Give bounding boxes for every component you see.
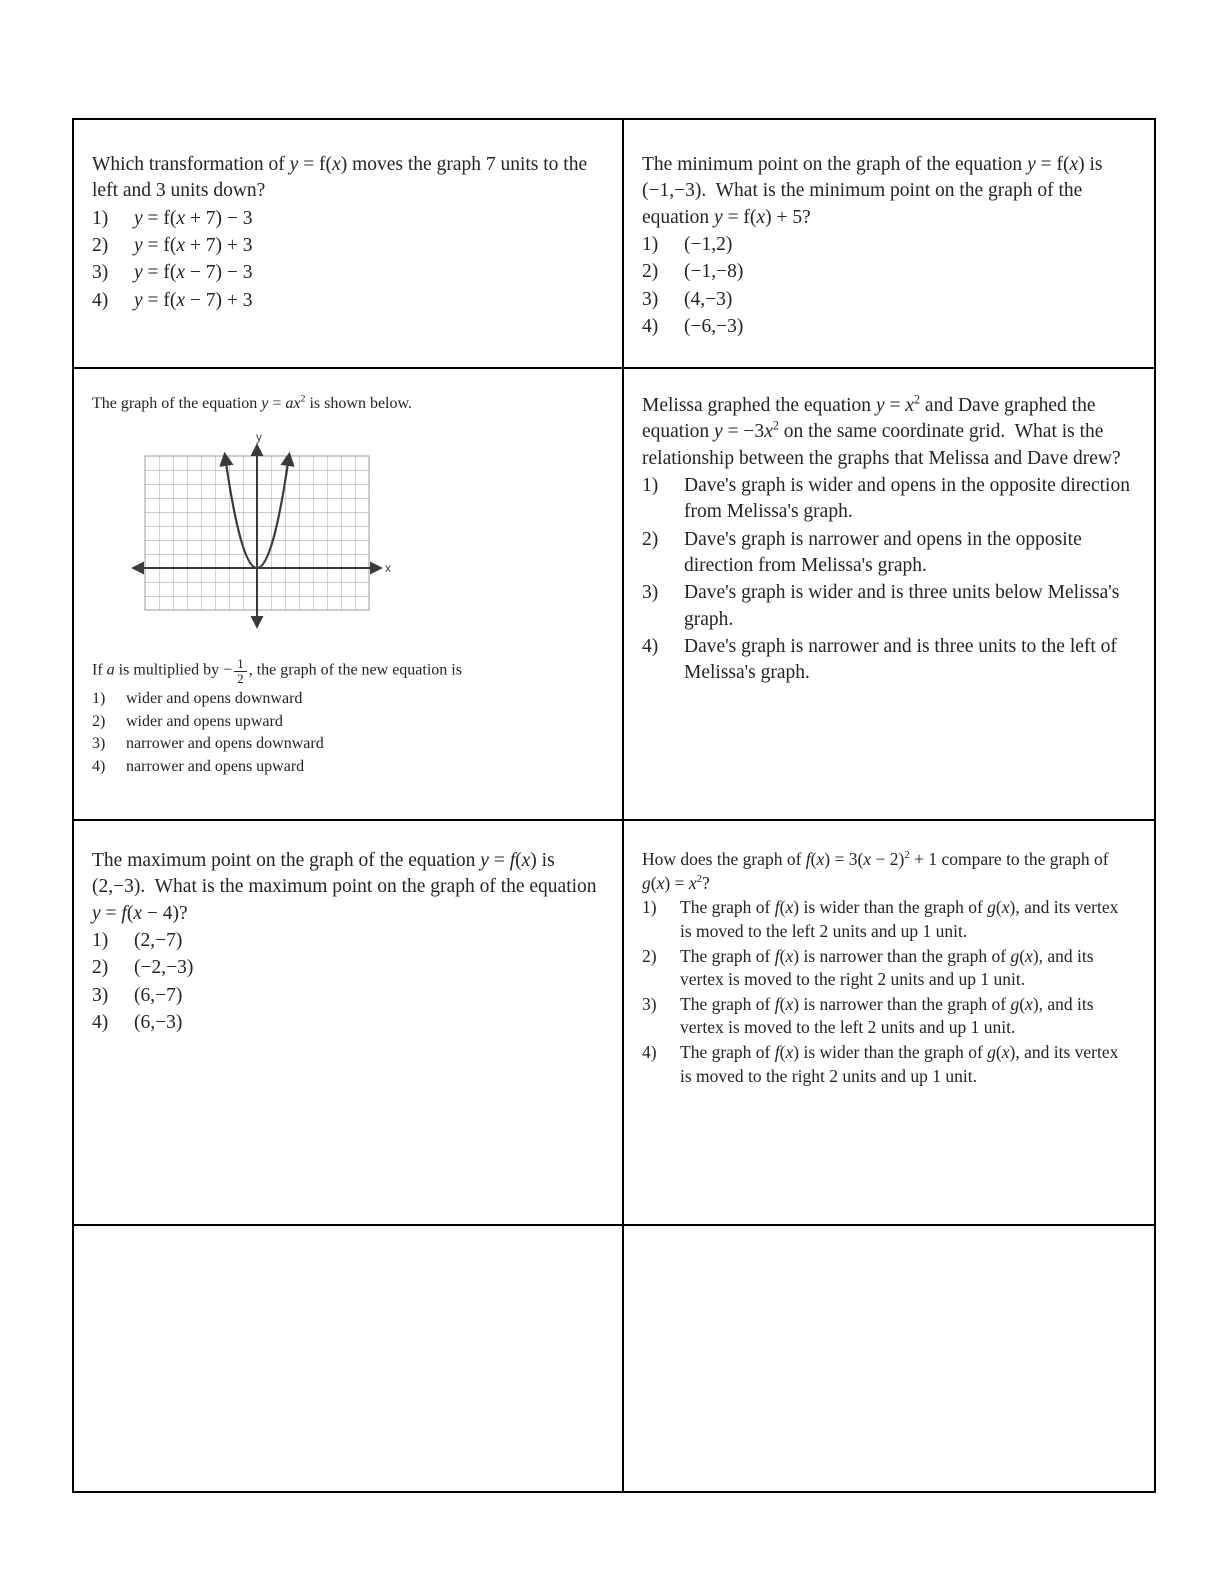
question-cell-3 xyxy=(74,367,622,819)
choice-text: (−6,−3) xyxy=(684,315,744,337)
answer-choice xyxy=(642,287,1136,313)
question-stem: How does the graph of $f(x) = 3(x - 2)^2 + 1$ compare to the graph of $g(x) = x^2$? xyxy=(642,849,1109,893)
question-stem: The graph of the equation $y = ax^2$ is shown below. xyxy=(92,393,412,412)
choice-number: 1) xyxy=(642,233,659,255)
choice-text: narrower and opens downward xyxy=(126,735,324,753)
choice-number: 1) xyxy=(642,897,657,918)
question-stem: Which transformation of y = f(x) moves the graph 7 units to the left and 3 units down? xyxy=(92,154,588,202)
choice-text: (6,−3) xyxy=(134,1011,183,1033)
choice-number: 1) xyxy=(642,474,659,496)
choice-text: (4,−3) xyxy=(684,288,733,310)
answer-choice xyxy=(92,711,604,733)
answer-choice xyxy=(642,580,1136,633)
choice-number: 4) xyxy=(92,757,106,775)
question-stem: Melissa graphed the equation $y = x^2$ and Dave graphed the equation $y = -3x^2$ on the same coordinate grid. What is the relationship between the graphs that Melissa and Dave drew? xyxy=(642,392,1121,469)
choices-list xyxy=(92,688,604,777)
answer-choice xyxy=(642,634,1136,687)
choice-text: (−2,−3) xyxy=(134,957,194,979)
question-cell-1 xyxy=(74,120,622,367)
answer-choice xyxy=(642,1041,1136,1088)
choice-number: 2) xyxy=(642,945,657,966)
choices-list xyxy=(642,896,1136,1088)
choice-number: 4) xyxy=(642,315,659,337)
choice-number: 4) xyxy=(642,635,659,657)
empty-cell-right xyxy=(622,1224,1154,1491)
choice-number: 2) xyxy=(642,261,659,283)
choice-number: 3) xyxy=(642,582,659,604)
parabola-graph xyxy=(125,431,397,639)
answer-choice xyxy=(642,232,1136,258)
choice-number: 4) xyxy=(92,289,109,311)
choice-text: y = f(x − 7) + 3 xyxy=(134,289,253,311)
choice-text: Dave's graph is narrower and is three units to the left of Melissa's graph. xyxy=(684,635,1117,684)
answer-choice xyxy=(642,896,1136,943)
choice-text: wider and opens upward xyxy=(126,712,283,730)
choice-number: 3) xyxy=(92,735,106,753)
answer-choice xyxy=(92,206,604,232)
parabola-figure xyxy=(125,431,604,646)
choice-number: 4) xyxy=(92,1011,109,1033)
choice-number: 3) xyxy=(642,288,659,310)
choice-number: 1) xyxy=(92,929,109,951)
choice-number: 2) xyxy=(642,528,659,550)
choice-text: The graph of f(x) is wider than the graph of g(x), and its vertex is moved to the right 2 units and up 1 unit. xyxy=(680,1042,1119,1086)
choice-text: y = f(x + 7) − 3 xyxy=(134,207,253,229)
choice-number: 2) xyxy=(92,957,109,979)
choice-number: 2) xyxy=(92,234,109,256)
question-cell-2 xyxy=(622,120,1154,367)
choices-list xyxy=(642,473,1136,687)
answer-choice xyxy=(92,233,604,259)
choice-text: Dave's graph is wider and opens in the opposite direction from Melissa's graph. xyxy=(684,474,1130,523)
answer-choice xyxy=(92,733,604,755)
answer-choice xyxy=(92,1010,604,1036)
question-stem: The maximum point on the graph of the equation y = f(x) is (2,−3). What is the maximum point on the graph of the equation y = f(x − 4)? xyxy=(92,850,597,924)
answer-choice xyxy=(642,259,1136,285)
choice-text: Dave's graph is narrower and opens in the opposite direction from Melissa's graph. xyxy=(684,528,1082,576)
choice-text: The graph of f(x) is wider than the graph of g(x), and its vertex is moved to the left 2 units and up 1 unit. xyxy=(680,897,1119,941)
choice-text: (−1,−8) xyxy=(684,261,744,283)
fraction: $\frac{1}{2}$ xyxy=(234,657,247,685)
choice-text: narrower and opens upward xyxy=(126,757,305,775)
choice-number: 3) xyxy=(642,993,657,1014)
choice-number: 1) xyxy=(92,689,106,707)
choice-number: 4) xyxy=(642,1042,657,1062)
question-table xyxy=(72,118,1156,1493)
answer-choice xyxy=(642,945,1136,992)
answer-choice xyxy=(92,928,604,954)
choice-text: Dave's graph is wider and is three units below Melissa's graph. xyxy=(684,582,1120,630)
answer-choice xyxy=(642,993,1136,1040)
choices-list xyxy=(92,206,604,314)
x-axis-label: x xyxy=(385,560,391,575)
choice-number: 3) xyxy=(92,984,109,1006)
choice-text: The graph of f(x) is narrower than the graph of g(x), and its vertex is moved to the left 2 units and up 1 unit. xyxy=(680,993,1094,1038)
choice-number: 2) xyxy=(92,712,106,730)
answer-choice xyxy=(92,260,604,286)
y-axis-label: y xyxy=(256,430,262,444)
choice-number: 3) xyxy=(92,262,109,284)
choice-text: y = f(x + 7) + 3 xyxy=(134,234,253,256)
choice-text: wider and opens downward xyxy=(126,689,303,707)
question-continuation: If a is multiplied by − $\frac{1}{2}$ , the graph of the new equation is xyxy=(92,656,462,686)
choice-number: 1) xyxy=(92,207,109,229)
answer-choice xyxy=(92,756,604,778)
empty-cell-left xyxy=(74,1224,622,1491)
answer-choice xyxy=(92,288,604,314)
choice-text: (6,−7) xyxy=(134,984,183,1006)
choice-text: (2,−7) xyxy=(134,929,183,951)
answer-choice xyxy=(92,983,604,1009)
answer-choice xyxy=(642,473,1136,526)
choices-list xyxy=(642,232,1136,340)
answer-choice xyxy=(92,688,604,710)
answer-choice xyxy=(92,955,604,981)
choices-list xyxy=(92,928,604,1036)
choice-text: y = f(x − 7) − 3 xyxy=(134,262,253,284)
question-cell-6 xyxy=(622,819,1154,1224)
choice-text: (−1,2) xyxy=(684,233,733,255)
question-cell-4 xyxy=(622,367,1154,819)
question-cell-5 xyxy=(74,819,622,1224)
answer-choice xyxy=(642,527,1136,580)
question-stem: The minimum point on the graph of the equation y = f(x) is (−1,−3). What is the minimum point on the graph of the equation y = f(x) + 5? xyxy=(642,154,1103,228)
answer-choice xyxy=(642,314,1136,340)
choice-text: The graph of f(x) is narrower than the graph of g(x), and its vertex is moved to the right 2 units and up 1 unit. xyxy=(680,945,1094,990)
